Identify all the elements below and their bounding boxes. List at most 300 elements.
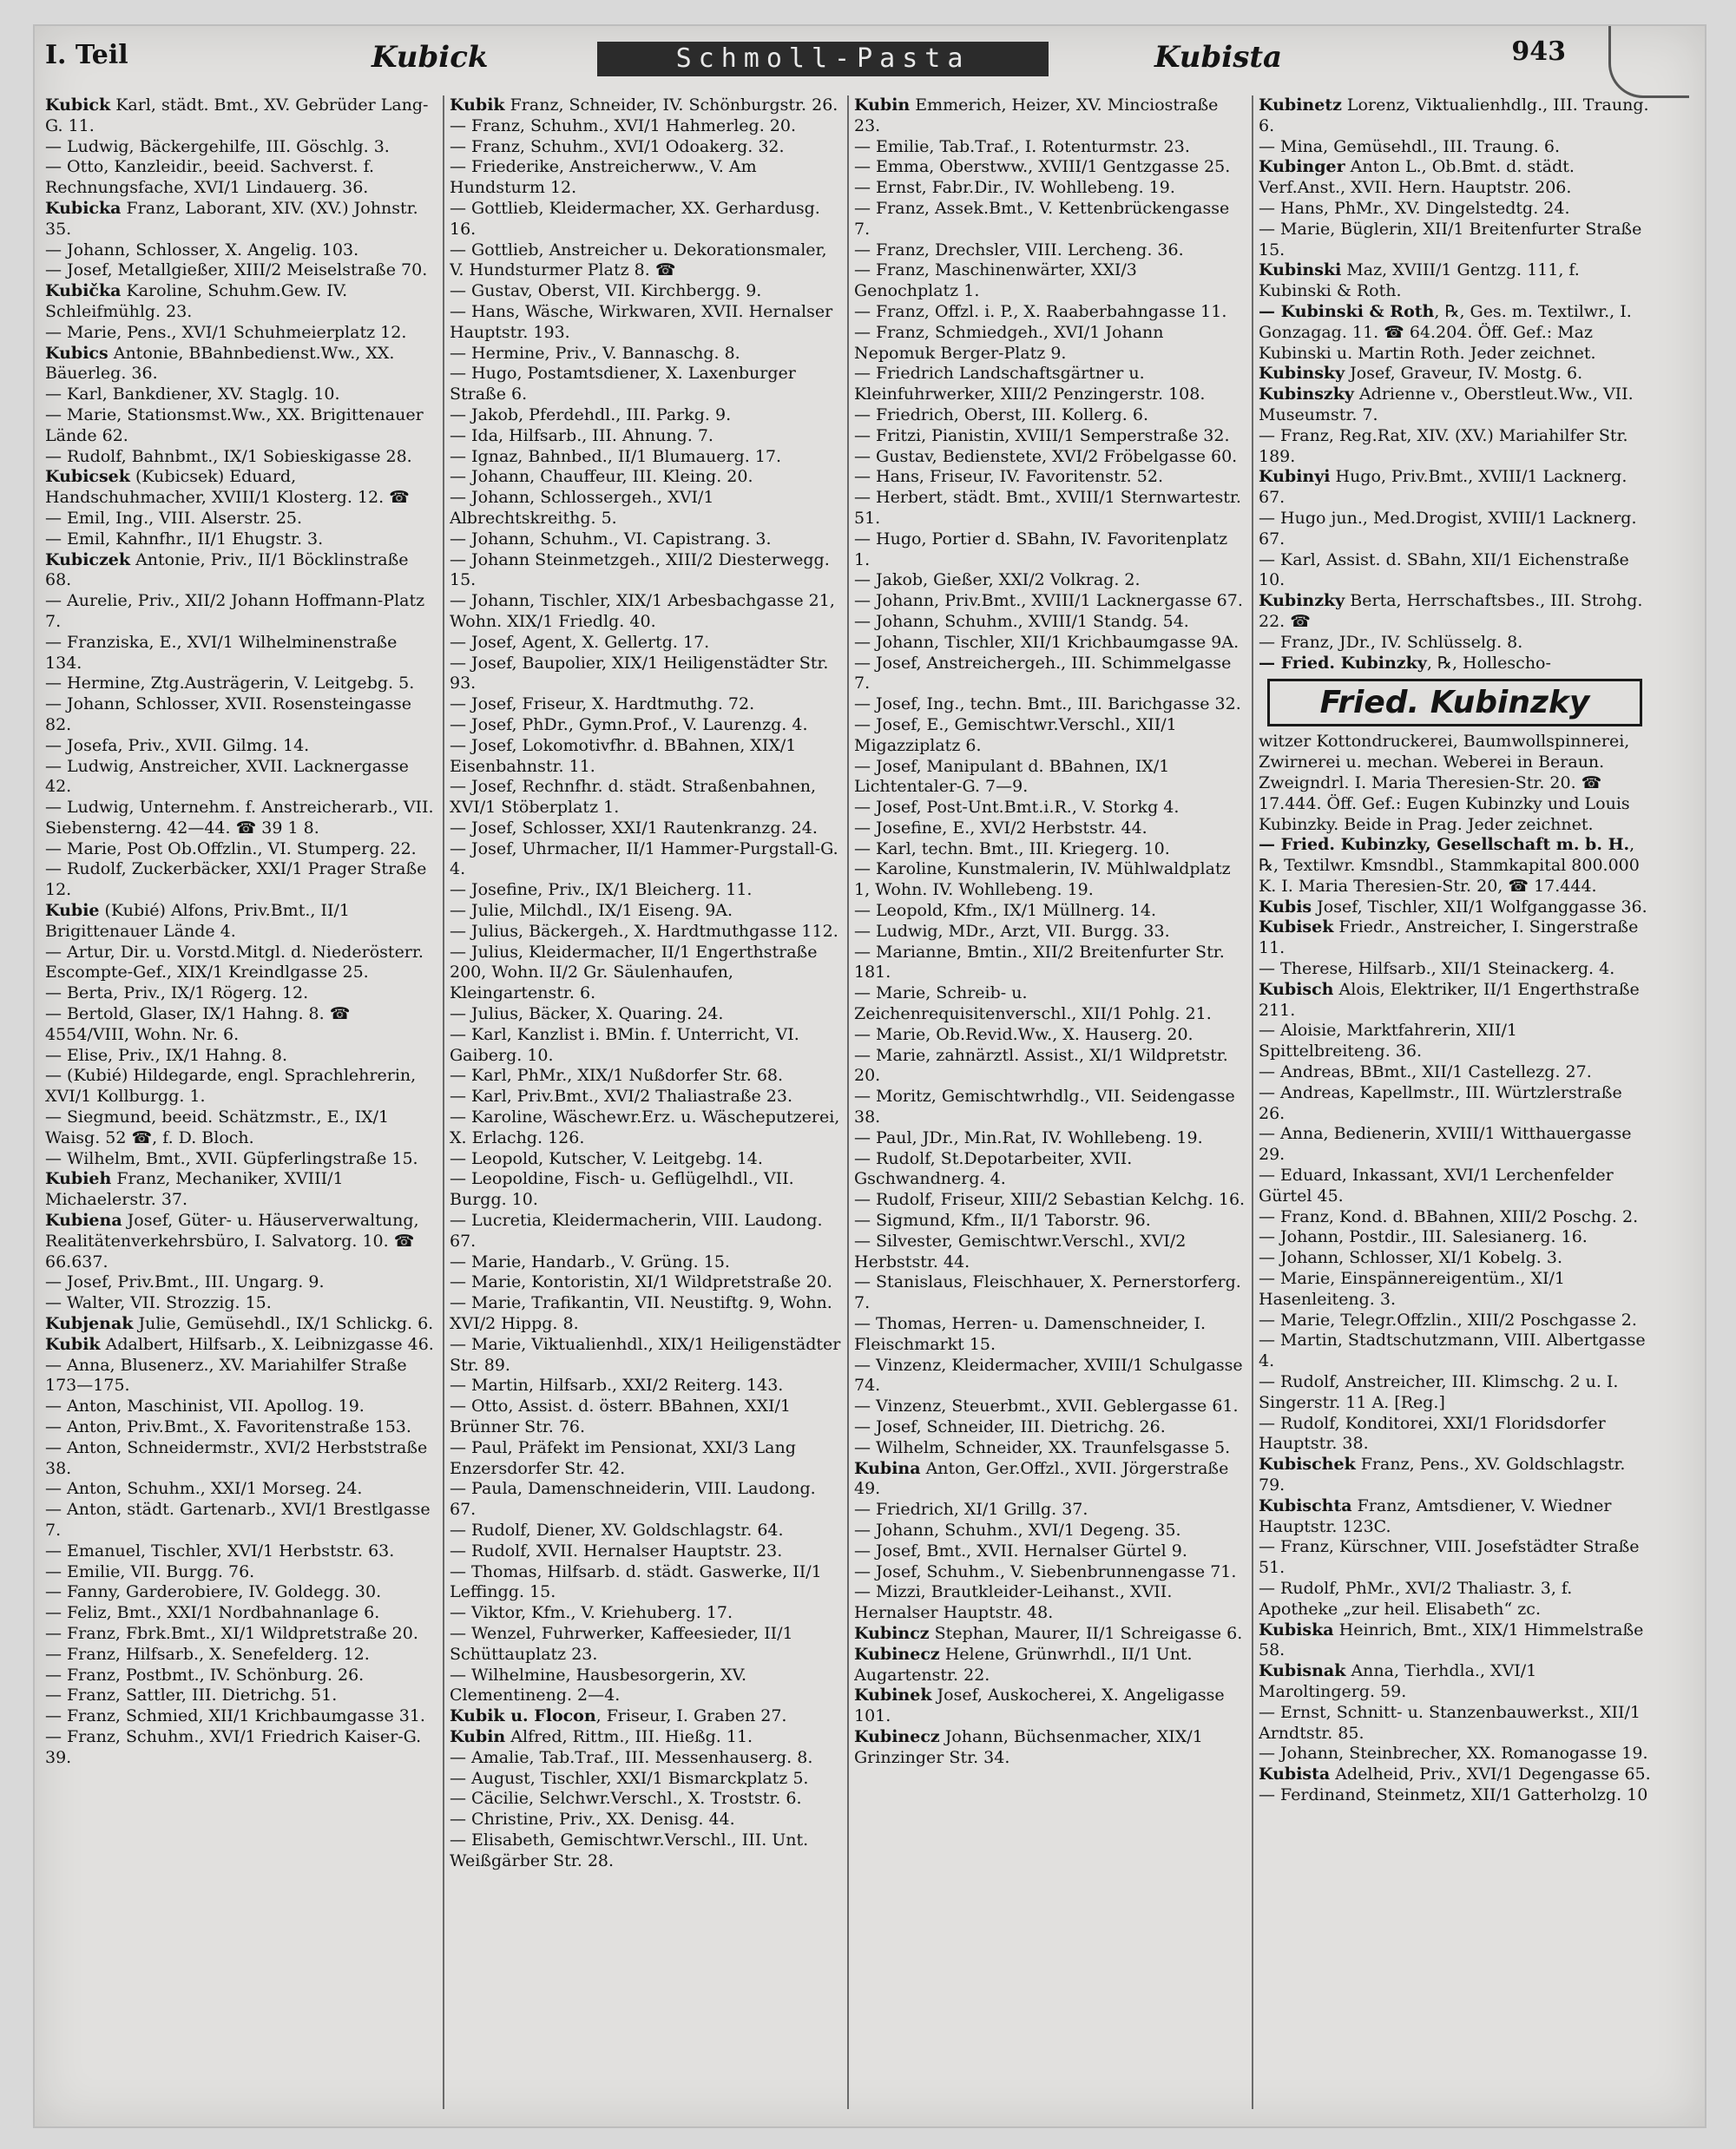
entry-details: — Jakob, Gießer, XXI/2 Volkrag. 2. <box>854 570 1141 590</box>
column-divider <box>847 95 849 2109</box>
entry-surname: Kubieh <box>45 1169 112 1189</box>
entry-details: — Mizzi, Brautkleider-Leihanst., XVII. Hernalser Hauptstr. 48. <box>854 1582 1173 1623</box>
entry-details: — Johann, Schlosser, XVII. Rosensteingasse 82. <box>45 694 411 734</box>
entry-surname: Kubischek <box>1259 1455 1356 1475</box>
directory-entry <box>45 1046 437 1067</box>
directory-entry <box>45 1500 437 1541</box>
entry-details: — Ludwig, Bäckergehilfe, III. Göschlg. 3. <box>45 136 390 156</box>
entry-details: — Franz, Schuhm., XVI/1 Hahmerleg. 20. <box>450 115 796 135</box>
entry-details: Adalbert, Hilfsarb., X. Leibnizgasse 46. <box>100 1334 434 1354</box>
directory-entry <box>45 1149 437 1170</box>
entry-details: Julie, Gemüsehdl., IX/1 Schlickg. 6. <box>133 1314 434 1334</box>
directory-entry <box>450 1211 842 1252</box>
entry-details: — Karl, PhMr., XIX/1 Nußdorfer Str. 68. <box>450 1066 784 1086</box>
entry-details: — Marie, Telegr.Offzlin., XIII/2 Poschgasse 2. <box>1259 1310 1637 1330</box>
directory-entry <box>450 1169 842 1211</box>
directory-entry <box>854 1087 1246 1128</box>
entry-details: — Gottlieb, Anstreicher u. Dekorationsmaler, V. Hundsturmer Platz 8. ☎ <box>450 240 827 280</box>
entry-details: — Hermine, Ztg.Austrägerin, V. Leitgebg. 5. <box>45 674 415 693</box>
directory-entry <box>854 1128 1246 1149</box>
entry-surname: Kubischta <box>1259 1495 1352 1515</box>
directory-entry <box>1259 591 1651 633</box>
directory-entry <box>45 943 437 984</box>
directory-entry <box>1259 732 1651 835</box>
entry-details: — Martin, Stadtschutzmann, VIII. Albertgasse 4. <box>1259 1331 1646 1371</box>
entry-details: — Leopold, Kutscher, V. Leitgebg. 14. <box>450 1148 763 1168</box>
entry-details: , ℞, Hollescho- <box>1426 653 1551 673</box>
entry-details: — Thomas, Herren- u. Damenschneider, I. Fleischmarkt 15. <box>854 1314 1207 1354</box>
directory-entry <box>450 302 842 344</box>
entry-details: — Vinzenz, Steuerbmt., XVII. Geblergasse 61. <box>854 1397 1239 1416</box>
column-divider <box>1252 95 1253 2109</box>
entry-details: Josef, Güter- u. Häuserverwaltung, Realitätenverkehrsbüro, I. Salvatorg. 10. ☎ 66.637. <box>45 1211 419 1272</box>
entry-surname: Kubinyi <box>1259 467 1331 487</box>
entry-details: — Josef, Bmt., XVII. Hernalser Gürtel 9. <box>854 1541 1187 1561</box>
directory-entry <box>450 157 842 199</box>
entry-details: Josef, Auskocherei, X. Angeligasse 101. <box>854 1686 1225 1726</box>
directory-entry <box>854 818 1246 839</box>
directory-entry <box>854 1459 1246 1501</box>
directory-entry <box>450 1066 842 1087</box>
entry-details: Antonie, Priv., II/1 Böcklinstraße 68. <box>45 549 409 590</box>
directory-entry <box>450 839 842 881</box>
entry-details: — Amalie, Tab.Traf., III. Messenhauserg. 8. <box>450 1747 813 1767</box>
entry-details: Johann, Büchsenmacher, XIX/1 Grinzinger Str. 34. <box>854 1726 1203 1767</box>
directory-entry <box>854 1356 1246 1397</box>
entry-details: — Franz, Sattler, III. Dietrichg. 51. <box>45 1686 338 1705</box>
entry-details: — Walter, VII. Strozzig. 15. <box>45 1293 272 1313</box>
directory-entry <box>45 323 437 344</box>
directory-entry <box>45 1397 437 1417</box>
directory-entry <box>450 364 842 405</box>
page-header <box>35 26 1705 87</box>
directory-entry <box>45 1107 437 1149</box>
entry-details: — Gustav, Bedienstete, XVI/2 Fröbelgasse 60. <box>854 446 1238 466</box>
entry-details: — Johann, Schlossergeh., XVI/1 Albrechtskreithg. 5. <box>450 488 714 528</box>
entry-details: Alois, Elektriker, II/1 Engerthstraße 211. <box>1259 979 1640 1020</box>
entry-details: — Johann, Steinbrecher, XX. Romanogasse 19. <box>1259 1744 1648 1764</box>
directory-entry <box>854 1541 1246 1562</box>
entry-surname: Kubinger <box>1259 157 1345 177</box>
entry-details: Franz, Mechaniker, XVIII/1 Michaelerstr. 37. <box>45 1169 344 1210</box>
entry-surname: Kubjenak <box>45 1314 134 1334</box>
directory-entry <box>450 654 842 695</box>
entry-details: — Franz, Drechsler, VIII. Lercheng. 36. <box>854 240 1184 260</box>
entry-details: — Anton, Schuhm., XXI/1 Morseg. 24. <box>45 1479 363 1499</box>
entry-details: Franz, Laborant, XIV. (XV.) Johnstr. 35. <box>45 198 418 239</box>
directory-entry <box>854 1397 1246 1417</box>
directory-entry <box>45 157 437 199</box>
directory-entry <box>854 1500 1246 1521</box>
entry-details: — Moritz, Gemischtwrhdlg., VII. Seidengasse 38. <box>854 1087 1235 1127</box>
entry-details: — Josef, E., Gemischtwr.Verschl., XII/1 Migazziplatz 6. <box>854 714 1177 755</box>
entry-details: — Christine, Priv., XX. Denisg. 44. <box>450 1810 735 1830</box>
directory-entry <box>45 1541 437 1562</box>
entry-details: — Emilie, VII. Burgg. 76. <box>45 1561 255 1581</box>
entry-details: — Rudolf, XVII. Hernalser Hauptstr. 23. <box>450 1541 783 1561</box>
entry-details: — Wilhelm, Bmt., XVII. Güpferlingstraße 15. <box>45 1148 418 1168</box>
directory-entry <box>45 550 437 592</box>
entry-details: — Rudolf, Zuckerbäcker, XXI/1 Prager Straße 12. <box>45 859 427 900</box>
directory-entry <box>1259 1021 1651 1062</box>
entry-details: — Johann, Schuhm., VI. Capistrang. 3. <box>450 529 772 549</box>
entry-details: — Josef, Metallgießer, XIII/2 Meiselstraße 70. <box>45 260 428 280</box>
entry-details: — Fanny, Garderobiere, IV. Goldegg. 30. <box>45 1582 382 1602</box>
entry-details: — Therese, Hilfsarb., XII/1 Steinackerg. 4. <box>1259 959 1615 979</box>
entry-details: — Friedrich Landschaftsgärtner u. Kleinfuhrwerker, XIII/2 Penzingerstr. 108. <box>854 364 1206 404</box>
directory-entry <box>1259 1372 1651 1414</box>
directory-entry <box>1259 157 1651 199</box>
directory-entry <box>450 1087 842 1107</box>
entry-details: Anna, Tierhdla., XVI/1 Maroltingerg. 59. <box>1259 1661 1537 1701</box>
directory-entry <box>45 694 437 736</box>
entry-details: — Ernst, Schnitt- u. Stanzenbauwerkst., XII/1 Arndtstr. 85. <box>1259 1702 1641 1743</box>
directory-entry <box>854 240 1246 261</box>
directory-entry <box>45 633 437 674</box>
directory-entry <box>1259 426 1651 468</box>
directory-entry <box>45 757 437 798</box>
entry-surname: Kubinsky <box>1259 364 1345 384</box>
entry-details: — Hans, Friseur, IV. Favoritenstr. 52. <box>854 467 1163 487</box>
entry-details: — Franz, Hilfsarb., X. Senefelderg. 12. <box>45 1644 370 1664</box>
entry-details: — Johann, Schuhm., XVIII/1 Standg. 54. <box>854 611 1189 631</box>
directory-entry <box>854 757 1246 798</box>
entry-details: — Franz, Offzl. i. P., X. Raaberbahngasse 11. <box>854 301 1227 321</box>
entry-details: Emmerich, Heizer, XV. Minciostraße 23. <box>854 95 1219 135</box>
entry-details: — Hans, Wäsche, Wirkwaren, XVII. Hernalser Hauptstr. 193. <box>450 301 833 342</box>
directory-entry <box>45 736 437 757</box>
directory-entry <box>854 591 1246 612</box>
entry-details: — Marie, Kontoristin, XI/1 Wildpretstraße 20. <box>450 1272 832 1292</box>
directory-entry <box>1259 1455 1651 1496</box>
directory-entry <box>450 1727 842 1748</box>
entry-details: — Feliz, Bmt., XXI/1 Nordbahnanlage 6. <box>45 1603 380 1623</box>
directory-entry <box>1259 1496 1651 1538</box>
directory-entry <box>450 633 842 654</box>
entry-details: Karl, städt. Bmt., XV. Gebrüder Lang-G. 11. <box>45 95 429 135</box>
directory-entry <box>854 157 1246 178</box>
entry-details: (Kubié) Alfons, Priv.Bmt., II/1 Brigittenauer Lände 4. <box>45 901 350 941</box>
directory-entry <box>45 591 437 633</box>
directory-entry <box>450 1789 842 1810</box>
directory-entry <box>854 1046 1246 1088</box>
entry-details: Maz, XVIII/1 Gentzg. 111, f. Kubinski & Roth. <box>1259 260 1580 301</box>
entry-surname: Kubinecz <box>854 1726 940 1746</box>
entry-details: — Karoline, Wäschewr.Erz. u. Wäscheputzerei, X. Erlachg. 126. <box>450 1107 840 1147</box>
directory-entry <box>854 859 1246 901</box>
entry-details: , Friseur, I. Graben 27. <box>595 1706 787 1726</box>
directory-entry <box>854 95 1246 137</box>
directory-entry <box>1259 917 1651 959</box>
directory-entry <box>45 240 437 261</box>
directory-entry <box>45 1211 437 1272</box>
entry-details: — Jakob, Pferdehdl., III. Parkg. 9. <box>450 404 732 424</box>
directory-entry <box>854 715 1246 757</box>
directory-entry <box>450 1603 842 1624</box>
directory-entry <box>450 1335 842 1377</box>
directory-entry <box>854 633 1246 654</box>
directory-entry <box>1259 467 1651 509</box>
entry-details: — Rudolf, PhMr., XVI/2 Thaliastr. 3, f. Apotheke „zur heil. Elisabeth“ zc. <box>1259 1578 1573 1619</box>
entry-details: — Johann, Schuhm., XVI/1 Degeng. 35. <box>854 1520 1181 1540</box>
entry-details: — Bertold, Glaser, IX/1 Hahng. 8. ☎ 4554/VIII, Wohn. Nr. 6. <box>45 1004 351 1044</box>
directory-entry <box>45 798 437 839</box>
directory-entry <box>45 1066 437 1107</box>
entry-details: — Franz, Kond. d. BBahnen, XIII/2 Poschg. 2. <box>1259 1206 1639 1226</box>
directory-entry <box>854 1314 1246 1356</box>
directory-entry <box>1259 384 1651 426</box>
directory-entry <box>45 983 437 1004</box>
directory-entry <box>1259 1083 1651 1125</box>
entry-surname: Kubisek <box>1259 917 1334 937</box>
entry-details: — Rudolf, Konditorei, XXI/1 Floridsdorfer Hauptstr. 38. <box>1259 1413 1606 1454</box>
directory-entry <box>45 384 437 405</box>
entry-surname: Kubick <box>45 95 111 115</box>
directory-entry <box>854 654 1246 695</box>
entry-details: — Friederike, Anstreicherww., V. Am Hundsturm 12. <box>450 157 757 198</box>
directory-entry <box>45 137 437 158</box>
column-1 <box>45 95 437 2118</box>
entry-details: , ℞, Textilwr. Kmsndbl., Stammkapital 800.000 K. I. Maria Theresien-Str. 20, ☎ 17.444. <box>1259 835 1640 896</box>
directory-entry <box>45 1169 437 1211</box>
entry-details: — Ferdinand, Steinmetz, XII/1 Gatterholzg. 10 <box>1259 1784 1648 1804</box>
entry-details: — Rudolf, St.Depotarbeiter, XVII. Gschwandnerg. 4. <box>854 1148 1133 1189</box>
entry-details: — Josef, Lokomotivfhr. d. BBahnen, XIX/1 Eisenbahnstr. 11. <box>450 735 797 776</box>
directory-entry <box>854 983 1246 1025</box>
directory-entry <box>854 922 1246 943</box>
entry-details: — Anton, Schneidermstr., XVI/2 Herbststraße 38. <box>45 1437 428 1478</box>
entry-surname: Kubisch <box>1259 979 1334 999</box>
entry-details: — Hans, PhMr., XV. Dingelstedtg. 24. <box>1259 198 1570 218</box>
entry-surname: Kubin <box>450 1726 506 1746</box>
directory-entry <box>450 199 842 240</box>
entry-details: — Franz, JDr., IV. Schlüsselg. 8. <box>1259 632 1523 652</box>
entry-details: — Julius, Bäcker, X. Quaring. 24. <box>450 1004 724 1024</box>
entry-details: — Friedrich, Oberst, III. Kollerg. 6. <box>854 404 1149 424</box>
advertisement-banner: Schmoll-Pasta <box>597 42 1049 76</box>
entry-details: — Martin, Hilfsarb., XXI/2 Reiterg. 143. <box>450 1376 784 1396</box>
entry-details: — Marie, Schreib- u. Zeichenrequisitenverschl., XII/1 Pohlg. 21. <box>854 983 1212 1024</box>
directory-entry <box>450 818 842 839</box>
entry-details: — Mina, Gemüsehdl., III. Traung. 6. <box>1259 136 1561 156</box>
entry-details: — Julie, Milchdl., IX/1 Eiseng. 9A. <box>450 901 733 921</box>
entry-details: — Franz, Schmied, XII/1 Krichbaumgasse 31. <box>45 1706 425 1726</box>
entry-details: — Josef, Friseur, X. Hardtmuthg. 72. <box>450 694 755 714</box>
entry-details: — Karl, Kanzlist i. BMin. f. Unterricht, VI. Gaiberg. 10. <box>450 1024 799 1065</box>
entry-details: — Johann, Schlosser, XI/1 Kobelg. 3. <box>1259 1248 1562 1268</box>
directory-entry <box>1259 835 1651 897</box>
directory-entry <box>450 880 842 901</box>
entry-surname: Kubiczek <box>45 549 131 569</box>
entry-details: Adelheid, Priv., XVI/1 Degengasse 65. <box>1330 1765 1651 1784</box>
directory-entry <box>45 509 437 529</box>
directory-entry <box>45 1272 437 1293</box>
entry-details: — Ludwig, Unternehm. f. Anstreicherarb., VII. Siebensterng. 42—44. ☎ 39 1 8. <box>45 798 434 838</box>
directory-entry <box>450 550 842 592</box>
directory-entry <box>450 1562 842 1604</box>
directory-entry <box>1259 1062 1651 1083</box>
directory-entry <box>854 1521 1246 1541</box>
entry-details: — Marie, Trafikantin, VII. Neustiftg. 9, Wohn. XVI/2 Hippg. 8. <box>450 1293 832 1334</box>
directory-entry <box>45 1624 437 1645</box>
directory-entry <box>450 1438 842 1480</box>
directory-entry <box>854 1232 1246 1273</box>
entry-details: — Anton, Maschinist, VII. Apollog. 19. <box>45 1397 365 1416</box>
directory-entry <box>450 467 842 488</box>
directory-entry <box>45 1356 437 1397</box>
entry-details: Adrienne v., Oberstleut.Ww., VII. Museumstr. 7. <box>1259 384 1634 424</box>
directory-entry <box>45 1666 437 1686</box>
entry-details: — Karl, Priv.Bmt., XVI/2 Thaliastraße 23. <box>450 1087 792 1107</box>
directory-entry <box>450 1666 842 1707</box>
entry-surname: Kubiska <box>1259 1620 1334 1640</box>
directory-entry <box>1259 1661 1651 1703</box>
entry-surname: Kubinek <box>854 1686 932 1705</box>
entry-surname: Kubinski <box>1259 260 1342 280</box>
directory-entry <box>450 1706 842 1727</box>
directory-entry <box>1259 1311 1651 1331</box>
entry-details: — Herbert, städt. Bmt., XVIII/1 Sternwartestr. 51. <box>854 488 1241 528</box>
entry-details: — Josef, Anstreichergeh., III. Schimmelgasse 7. <box>854 653 1232 693</box>
entry-details: — Rudolf, Anstreicher, III. Klimschg. 2 u. I. Singerstr. 11 A. [Reg.] <box>1259 1372 1619 1412</box>
directory-entry <box>1259 1703 1651 1745</box>
entry-details: — Marie, Stationsmst.Ww., XX. Brigittenauer Lände 62. <box>45 404 424 445</box>
entry-details: — Wilhelmine, Hausbesorgerin, XV. Clementineng. 2—4. <box>450 1665 747 1705</box>
directory-entry <box>45 1438 437 1480</box>
entry-details: — Josef, Uhrmacher, II/1 Hammer-Purgstall-G. 4. <box>450 838 838 879</box>
directory-entry <box>45 260 437 281</box>
directory-entry <box>1259 1537 1651 1579</box>
column-3 <box>854 95 1246 2118</box>
directory-entry <box>450 715 842 736</box>
entry-details: — Ludwig, Anstreicher, XVII. Lacknergasse 42. <box>45 756 409 797</box>
directory-entry <box>450 447 842 468</box>
entry-details: — Cäcilie, Selchwr.Verschl., X. Troststr. 6. <box>450 1789 802 1809</box>
entry-details: (Kubicsek) Eduard, Handschuhmacher, XVIII/1 Klosterg. 12. ☎ <box>45 467 410 508</box>
directory-entry <box>45 1727 437 1769</box>
directory-entry <box>45 674 437 694</box>
directory-entry <box>45 1582 437 1603</box>
entry-details: — Rudolf, Diener, XV. Goldschlagstr. 64. <box>450 1520 784 1540</box>
directory-entry <box>1259 550 1651 592</box>
entry-details: — Artur, Dir. u. Vorstd.Mitgl. d. Niederösterr. Escompte-Gef., XIX/1 Kreindlgasse 25. <box>45 942 424 982</box>
directory-entry <box>854 199 1246 240</box>
directory-entry <box>1259 1744 1651 1765</box>
entry-details: — Franz, Reg.Rat, XIV. (XV.) Mariahilfer Str. 189. <box>1259 425 1628 466</box>
directory-entry <box>1259 1785 1651 1806</box>
entry-details: Josef, Graveur, IV. Mostg. 6. <box>1345 364 1583 384</box>
entry-surname: Kubics <box>45 343 108 363</box>
directory-entry <box>450 922 842 943</box>
directory-entry <box>854 1686 1246 1727</box>
directory-page <box>33 24 1706 2128</box>
entry-details: Franz, Amtsdiener, V. Wiedner Hauptstr. 123C. <box>1259 1495 1612 1536</box>
directory-entry <box>450 777 842 818</box>
page-corner-mark <box>1608 26 1689 98</box>
directory-entry <box>854 178 1246 199</box>
entry-details: — Ludwig, MDr., Arzt, VII. Burgg. 33. <box>854 921 1170 941</box>
column-divider <box>443 95 444 2109</box>
header-keyword-left: Kubick <box>372 40 489 75</box>
header-keyword-right: Kubista <box>1154 40 1283 75</box>
entry-details: — Elisabeth, Gemischtwr.Verschl., III. Unt. Weißgärber Str. 28. <box>450 1830 809 1870</box>
entry-details: — Josef, Schuhm., V. Siebenbrunnengasse 71. <box>854 1561 1237 1581</box>
entry-details: — Karoline, Kunstmalerin, IV. Mühlwaldplatz 1, Wohn. IV. Wohllebeng. 19. <box>854 859 1231 900</box>
directory-entry <box>450 1252 842 1273</box>
column-2 <box>450 95 842 2118</box>
entry-details: — Josef, Schneider, III. Dietrichg. 26. <box>854 1417 1166 1436</box>
directory-entry <box>854 1190 1246 1211</box>
entry-details: Anton, Ger.Offzl., XVII. Jörgerstraße 49. <box>854 1458 1229 1499</box>
directory-entry <box>854 260 1246 302</box>
entry-details: — Franz, Kürschner, VIII. Josefstädter Straße 51. <box>1259 1537 1640 1578</box>
directory-entry <box>1259 654 1651 674</box>
entry-details: — Hugo jun., Med.Drogist, XVIII/1 Lacknerg. 67. <box>1259 508 1637 549</box>
entry-surname: — Fried. Kubinzky, Gesellschaft m. b. H. <box>1259 835 1630 855</box>
directory-entry <box>45 95 437 137</box>
entry-details: — Anna, Bedienerin, XVIII/1 Witthauergasse 29. <box>1259 1124 1632 1165</box>
directory-entry <box>1259 1227 1651 1248</box>
entry-details: — Paul, JDr., Min.Rat, IV. Wohllebeng. 19. <box>854 1127 1203 1147</box>
entry-surname: Kubincz <box>854 1623 930 1643</box>
entry-surname: — Fried. Kubinzky <box>1259 653 1427 673</box>
entry-details: — Franz, Postbmt., IV. Schönburg. 26. <box>45 1665 365 1685</box>
entry-details: — Johann, Postdir., III. Salesianerg. 16. <box>1259 1227 1588 1247</box>
entry-details: Franz, Schneider, IV. Schönburgstr. 26. <box>504 95 838 115</box>
directory-entry <box>1259 959 1651 980</box>
entry-details: — Josef, Priv.Bmt., III. Ungarg. 9. <box>45 1272 325 1292</box>
directory-entry <box>854 1582 1246 1624</box>
directory-entry <box>450 1748 842 1769</box>
entry-details: — Emanuel, Tischler, XVI/1 Herbststr. 63. <box>45 1541 395 1561</box>
directory-entry <box>45 1562 437 1583</box>
entry-details: — Marie, Handarb., V. Grüng. 15. <box>450 1252 730 1272</box>
entry-details: — Gustav, Oberst, VII. Kirchbergg. 9. <box>450 281 762 301</box>
entry-details: — Franz, Maschinenwärter, XXI/3 Genochplatz 1. <box>854 260 1137 301</box>
directory-entry <box>450 736 842 778</box>
entry-details: — Karl, Bankdiener, XV. Staglg. 10. <box>45 384 340 404</box>
directory-entry <box>450 1272 842 1293</box>
entry-details: Anton L., Ob.Bmt. d. städt. Verf.Anst., XVII. Hern. Hauptstr. 206. <box>1259 157 1575 198</box>
entry-details: — Josefine, E., XVI/2 Herbststr. 44. <box>854 818 1147 838</box>
directory-entry <box>450 1521 842 1541</box>
directory-entry <box>1259 220 1651 261</box>
entry-details: — Emil, Kahnfhr., II/1 Ehugstr. 3. <box>45 529 324 549</box>
directory-entry <box>45 344 437 385</box>
entry-details: — Karl, Assist. d. SBahn, XII/1 Eichenstraße 10. <box>1259 549 1629 590</box>
entry-details: Franz, Pens., XV. Goldschlagstr. 79. <box>1259 1455 1626 1495</box>
directory-entry <box>45 1686 437 1706</box>
directory-entry <box>450 1025 842 1067</box>
directory-entry <box>854 302 1246 323</box>
entry-details: — Rudolf, Bahnbmt., IX/1 Sobieskigasse 28. <box>45 446 412 466</box>
entry-details: — Sigmund, Kfm., II/1 Taborstr. 96. <box>854 1211 1151 1231</box>
directory-entry <box>854 137 1246 158</box>
entry-details: — Silvester, Gemischtwr.Verschl., XVI/2 Herbststr. 44. <box>854 1231 1187 1272</box>
entry-details: — Wilhelm, Schneider, XX. Traunfelsgasse 5. <box>854 1437 1231 1457</box>
entry-details: — Friedrich, XI/1 Grillg. 37. <box>854 1500 1088 1520</box>
entry-details: — Franz, Fbrk.Bmt., XI/1 Wildpretstraße 20. <box>45 1623 418 1643</box>
entry-details: witzer Kottondruckerei, Baumwollspinnerei, Zwirnerei u. mechan. Weberei in Beraun. Zweigndrl. I. Maria Theresien-Str. 20. ☎ 17.444. Öff. Gef.: Eugen Kubinzky und Louis Kubinzky. Beide in Prag. Jeder zeichnet. <box>1259 732 1630 834</box>
directory-entry <box>854 1149 1246 1191</box>
directory-entry <box>450 1004 842 1025</box>
directory-entry <box>854 529 1246 571</box>
directory-entry <box>450 694 842 715</box>
directory-entry <box>854 570 1246 591</box>
directory-entry <box>1259 1124 1651 1166</box>
entry-surname: Kubiena <box>45 1211 122 1231</box>
entry-details: — Eduard, Inkassant, XVI/1 Lerchenfelder Gürtel 45. <box>1259 1166 1614 1206</box>
